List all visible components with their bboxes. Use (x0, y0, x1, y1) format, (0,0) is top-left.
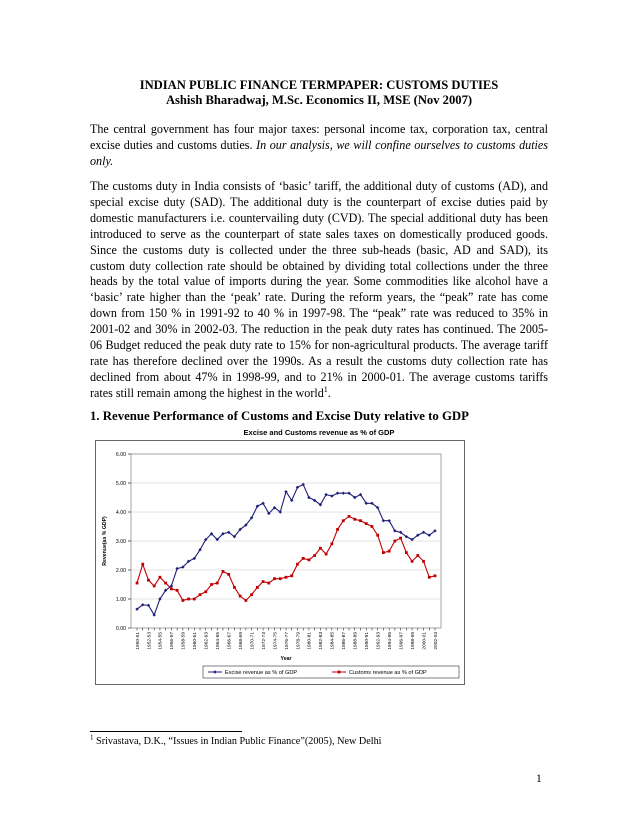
customs-data-point (256, 586, 259, 589)
x-tick-label: 1970-71 (250, 632, 256, 650)
y-axis-label: Revenue(as % GDP) (102, 516, 108, 566)
x-tick-label: 1982-83 (319, 632, 325, 650)
x-tick-label: 1960-61 (193, 632, 199, 650)
intro-paragraph (90, 122, 548, 170)
x-tick-label: 2002-03 (433, 632, 439, 650)
customs-data-point (273, 577, 276, 580)
footnote (90, 733, 382, 747)
customs-data-point (204, 590, 207, 593)
customs-data-point (405, 551, 408, 554)
section-title: . Revenue Performance of Customs and Excise Duty relative to GDP (96, 409, 469, 423)
customs-data-point (181, 599, 184, 602)
customs-data-point (416, 554, 419, 557)
customs-data-point (187, 598, 190, 601)
x-tick-label: 1996-97 (399, 632, 405, 650)
x-tick-label: 1966-67 (227, 632, 233, 650)
customs-data-point (136, 582, 139, 585)
footnote-number: 1 (90, 733, 94, 742)
y-tick-label: 3.00 (115, 539, 126, 545)
customs-data-point (359, 519, 362, 522)
customs-data-point (147, 579, 150, 582)
intro-italic-text: In our analysis, we will confine ourselves to customs duties only. (90, 137, 548, 168)
y-tick-label: 6.00 (115, 452, 126, 458)
x-tick-label: 1976-77 (284, 632, 290, 650)
x-tick-label: 1956-57 (170, 632, 176, 650)
customs-data-point (365, 522, 368, 525)
customs-data-point (244, 599, 247, 602)
customs-data-point (376, 534, 379, 537)
customs-data-point (267, 582, 270, 585)
legend-label-excise: Excise revenue as % of GDP (225, 670, 298, 676)
body-text: The customs duty in India consists of ‘basic’ tariff, the additional duty of customs (AD), and special excise duty (SAD). The additional duty is the counterpart of excise duties paid by domestic manufacturers i.e. countervailing duty (CVD). The special additional duty has been introduced to serve as the counterpart of state sales taxes on domestically produced goods. Since the customs duty is collected under the three sub-heads (basic, AD and SAD), its custom duty collection rate should be obtained by dividing total collections under the three heads by the total value of imports during the year. Some commodities like alcohol have a ‘basic’ rate higher than the ‘peak’ rate. During the reform years, the “peak” rate has come down from 150 % in 1991-92 to 40 % in 1997-98. The “peak” rate was reduced to 35% in 2001-02 and 30% in 2002-03. The reduction in the peak duty rates has continued. The 2005-06 Budget reduced the peak duty rate to 15% for non-agricultural products. The average tariff rate has therefore declined over the 1990s. As a result the customs duty collection rate has declined from about 47% in 1998-99, and to 21% in 2000-01. The average customs tariffs rates still remain among the highest in the world (90, 179, 548, 400)
legend-marker-customs (338, 671, 341, 674)
x-tick-label: 2000-01 (422, 632, 428, 650)
excise-data-point (175, 567, 178, 570)
customs-data-point (227, 573, 230, 576)
body-paragraph (90, 179, 548, 402)
customs-data-point (302, 557, 305, 560)
chart-title: Excise and Customs revenue as % of GDP (243, 428, 395, 437)
page-number: 1 (536, 773, 542, 785)
customs-data-point (239, 595, 242, 598)
customs-data-point (330, 543, 333, 546)
customs-data-point (164, 582, 167, 585)
customs-data-point (141, 563, 144, 566)
customs-data-point (399, 537, 402, 540)
customs-data-point (348, 515, 351, 518)
body-text-end: . (327, 385, 331, 400)
customs-data-point (393, 540, 396, 543)
customs-data-point (422, 560, 425, 563)
x-tick-label: 1978-79 (296, 632, 302, 650)
x-tick-label: 1958-59 (181, 632, 187, 650)
customs-data-point (233, 586, 236, 589)
customs-data-point (371, 525, 374, 528)
footnote-divider (90, 731, 242, 732)
customs-data-point (434, 574, 437, 577)
customs-data-point (428, 576, 431, 579)
y-tick-label: 0.00 (115, 626, 126, 632)
customs-data-point (411, 560, 414, 563)
customs-data-point (193, 598, 196, 601)
paper-author: Ashish Bharadwaj, M.Sc. Economics II, MSE (Nov 2007) (165, 93, 473, 107)
customs-data-point (176, 589, 179, 592)
section-number: 1 (90, 409, 97, 423)
x-axis-label: Year (280, 656, 292, 662)
customs-data-point (382, 551, 385, 554)
customs-data-point (353, 518, 356, 521)
x-tick-label: 1968-69 (238, 632, 244, 650)
excise-data-point (342, 491, 345, 494)
customs-data-point (262, 580, 265, 583)
customs-data-point (250, 593, 253, 596)
x-tick-label: 1992-93 (376, 632, 382, 650)
footnote-reference[interactable]: 1 (323, 384, 328, 394)
footnote-text: Srivastava, D.K., “Issues in Indian Public Finance”(2005), New Delhi (93, 736, 382, 747)
x-tick-label: 1994-95 (387, 632, 393, 650)
intro-text: The central government has four major taxes: personal income tax, corporation tax, central excise duties and customs duties. (90, 122, 548, 152)
y-tick-label: 2.00 (115, 568, 126, 574)
x-tick-label: 1964-65 (216, 632, 222, 650)
x-tick-label: 1998-99 (410, 632, 416, 650)
customs-data-point (308, 558, 311, 561)
x-tick-label: 1952-53 (147, 632, 153, 650)
x-tick-label: 1950-51 (135, 632, 141, 650)
customs-data-point (285, 576, 288, 579)
y-tick-label: 4.00 (115, 510, 126, 516)
customs-data-point (296, 563, 299, 566)
x-tick-label: 1972-73 (261, 632, 267, 650)
customs-data-point (210, 583, 213, 586)
customs-data-point (159, 576, 162, 579)
customs-data-point (222, 570, 225, 573)
section-heading (90, 409, 469, 424)
customs-data-point (216, 582, 219, 585)
x-tick-label: 1988-89 (353, 632, 359, 650)
x-tick-label: 1980-81 (307, 632, 313, 650)
x-tick-label: 1962-63 (204, 632, 210, 650)
customs-data-point (325, 553, 328, 556)
x-tick-label: 1984-85 (330, 632, 336, 650)
y-tick-label: 5.00 (115, 481, 126, 487)
customs-data-point (319, 547, 322, 550)
x-tick-label: 1974-75 (273, 632, 279, 650)
excise-data-point (382, 519, 385, 522)
customs-data-point (290, 574, 293, 577)
customs-data-point (170, 587, 173, 590)
y-tick-label: 1.00 (115, 597, 126, 603)
series-line-customs (137, 516, 435, 600)
revenue-line-chart (95, 440, 465, 686)
x-tick-label: 1990-91 (365, 632, 371, 650)
paper-title-block (90, 78, 548, 108)
customs-data-point (199, 593, 202, 596)
paper-title: INDIAN PUBLIC FINANCE TERMPAPER: CUSTOMS DUTIES (139, 78, 499, 92)
customs-data-point (313, 554, 316, 557)
x-tick-label: 1986-87 (342, 632, 348, 650)
x-tick-label: 1954-55 (158, 632, 164, 650)
customs-data-point (342, 519, 345, 522)
customs-data-point (388, 550, 391, 553)
legend-label-customs: Customs revenue as % of GDP (349, 670, 427, 676)
customs-data-point (153, 585, 156, 588)
customs-data-point (336, 528, 339, 531)
customs-data-point (279, 577, 282, 580)
